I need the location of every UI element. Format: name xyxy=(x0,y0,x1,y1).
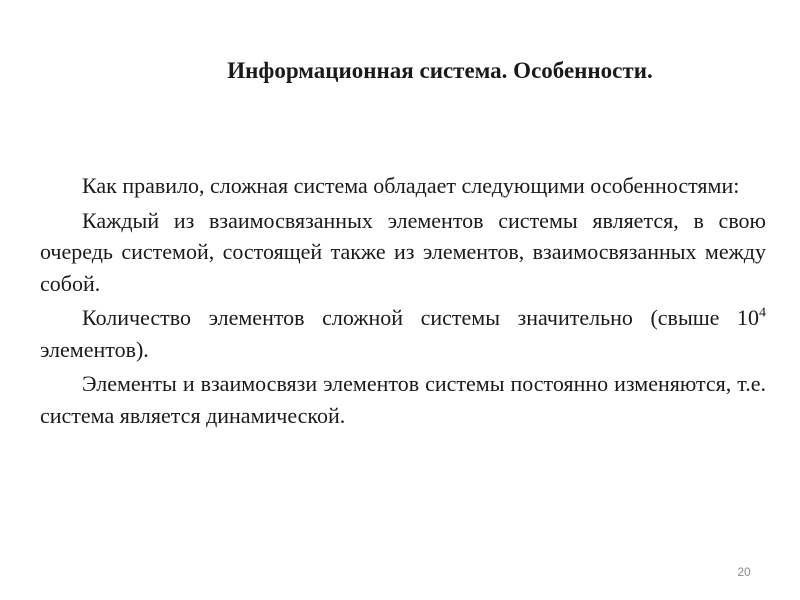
slide-body xyxy=(40,170,766,434)
exponent: 4 xyxy=(759,305,766,321)
paragraph-elements: Каждый из взаимосвязанных элементов системы является, в свою очередь системой, состоящей также из элементов, взаимосвязанных между собой. xyxy=(40,207,766,296)
paragraph-dynamics: Элементы и взаимосвязи элементов системы постоянно изменяются, т.е. система является динамической. xyxy=(40,371,766,428)
page-number: 20 xyxy=(737,565,751,579)
paragraph-count-text: Количество элементов сложной системы значительно (свыше 10 xyxy=(82,305,759,330)
paragraph-count xyxy=(40,302,766,365)
paragraph-intro: Как правило, сложная система обладает следующими особенностями: xyxy=(82,173,740,198)
slide-title: Информационная система. Особенности. xyxy=(227,58,653,83)
paragraph-count-tail: элементов). xyxy=(40,336,149,362)
